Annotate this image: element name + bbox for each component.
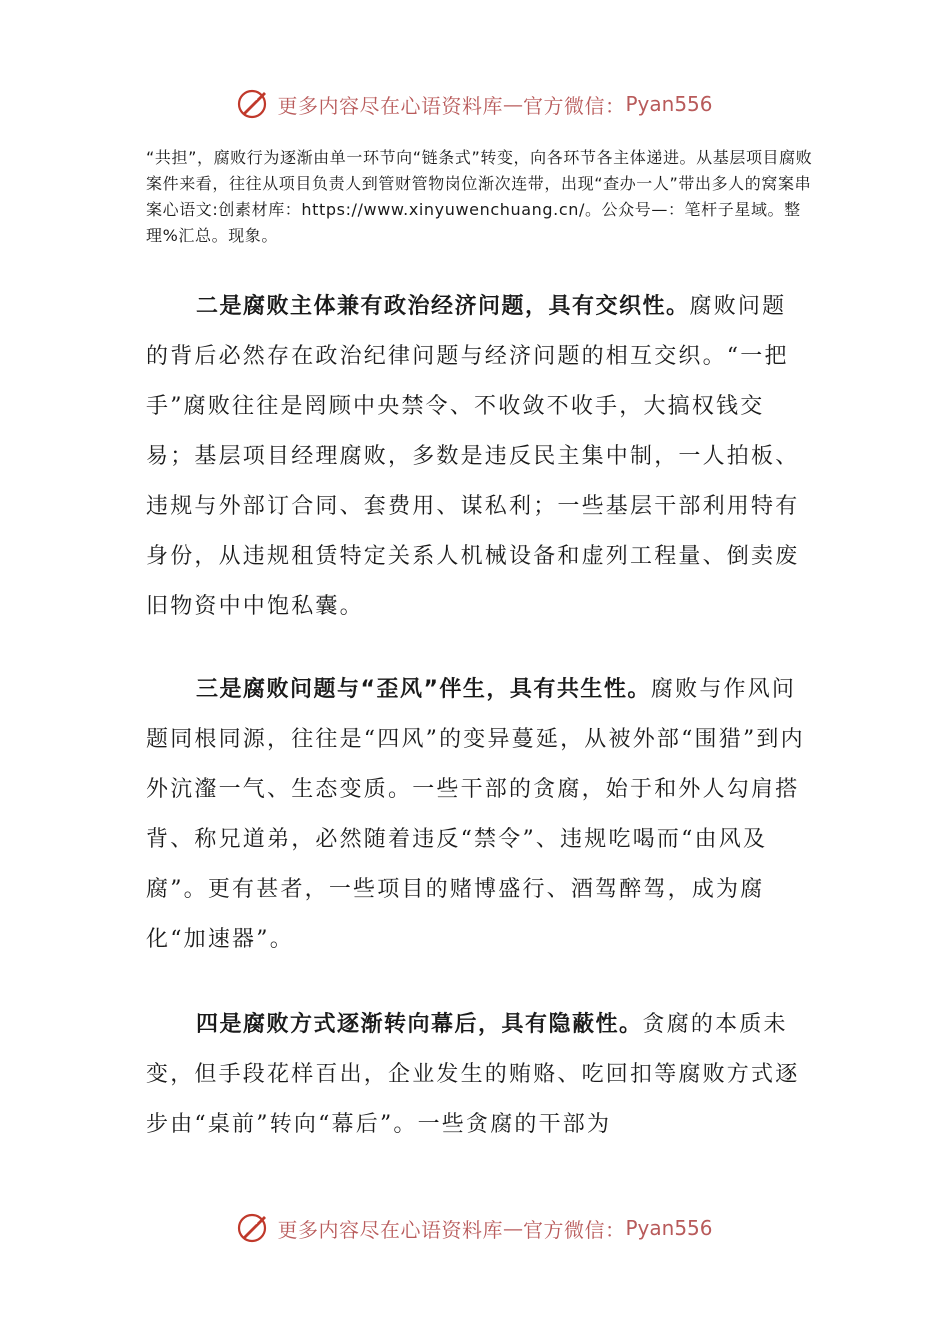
paragraph-three <box>146 665 806 965</box>
paragraph-two-lead: 二是腐败主体兼有政治经济问题，具有交织性。 <box>196 294 690 319</box>
banner-separator: — <box>502 1216 523 1240</box>
paragraph-four-body: 贪腐的本质未变，但手段花样百出，企业发生的贿赂、吃回扣等腐败方式逐步由“桌前”转向“幕后”。一些贪腐的干部为 <box>146 1012 800 1137</box>
pen-logo-icon <box>237 1211 271 1245</box>
paragraph-four <box>146 1000 806 1150</box>
header-watermark-banner <box>0 84 950 124</box>
paragraph-two-body: 腐败问题的背后必然存在政治纪律问题与经济问题的相互交织。“一把手”腐败往往是罔顾中央禁令、不收敛不收手，大搞权钱交易；基层项目经理腐败，多数是违反民主集中制，一人拍板、违规与外部订合同、套费用、谋私利；一些基层干部利用特有身份，从违规租赁特定关系人机械设备和虚列工程量、倒卖废旧物资中中饱私囊。 <box>146 294 800 619</box>
paragraph-two <box>146 282 806 632</box>
pen-logo-icon <box>237 87 271 121</box>
intro-paragraph: “共担”，腐败行为逐渐由单一环节向“链条式”转变，向各环节各主体递进。从基层项目腐败案件来看，往往从项目负责人到管财管物岗位渐次连带，出现“查办一人”带出多人的窝案串案心语文:创素材库：https://www.xinyuwenchuang.cn/。公众号—：笔杆子星域。整理%汇总。现象。 <box>146 148 813 245</box>
banner-separator: — <box>502 92 523 116</box>
paragraph-four-lead: 四是腐败方式逐渐转向幕后，具有隐蔽性。 <box>196 1012 643 1037</box>
banner-text: 更多内容尽在心语资料库 <box>277 93 503 118</box>
banner-wechat-label: 官方微信： <box>522 1217 626 1242</box>
banner-wechat-id: Pyan556 <box>625 1216 713 1240</box>
paragraph-three-lead: 三是腐败问题与“歪风”伴生，具有共生性。 <box>196 677 651 702</box>
banner-wechat-label: 官方微信： <box>522 93 626 118</box>
paragraph-three-body: 腐败与作风问题同根同源，往往是“四风”的变异蔓延，从被外部“围猎”到内外沆瀣一气、生态变质。一些干部的贪腐，始于和外人勾肩搭背、称兄道弟，必然随着违反“禁令”、违规吃喝而“由风及腐”。更有甚者，一些项目的赌博盛行、酒驾醉驾，成为腐化“加速器”。 <box>146 677 805 952</box>
banner-wechat-id: Pyan556 <box>625 92 713 116</box>
banner-text: 更多内容尽在心语资料库 <box>277 1217 503 1242</box>
footer-watermark-banner <box>0 1208 950 1248</box>
